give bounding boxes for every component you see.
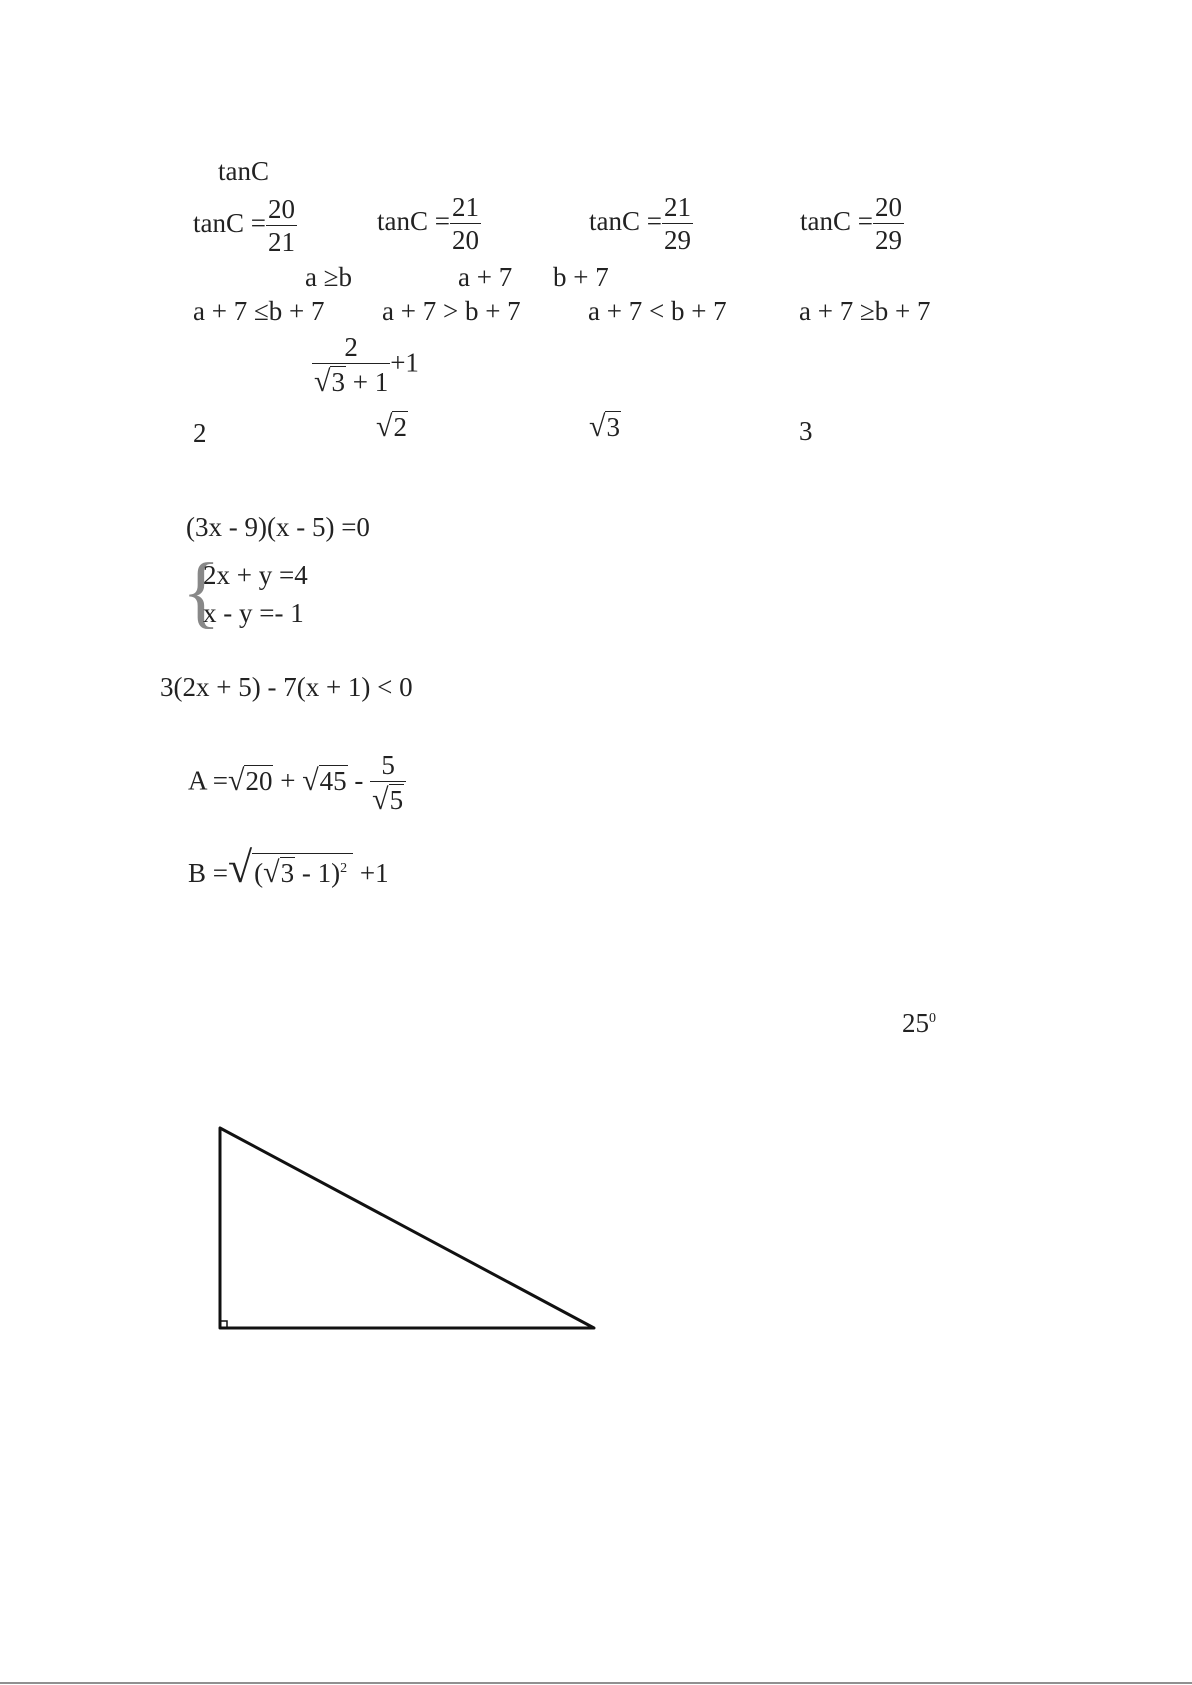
- ineq-given: a ≥b: [305, 262, 353, 292]
- inequality: 3(2x + 5) - 7(x + 1) < 0: [160, 672, 413, 702]
- radical-expression: $\frac{2}{√3 + 1}$ +1: [314, 332, 419, 398]
- tan-option-c: tanC = $\frac{21}{29}$: [589, 192, 691, 255]
- ineq-option-d: a + 7 ≥b + 7: [799, 296, 931, 326]
- equation-product: (3x - 9)(x - 5) =0: [186, 512, 370, 542]
- angle-label: $25^0$: [902, 1008, 936, 1038]
- ineq-option-c: a + 7 < b + 7: [588, 296, 727, 326]
- radical-option-b: √2: [376, 410, 407, 443]
- expression-a: A =√20 + √45 - $\frac{5}{√5}$: [188, 752, 406, 815]
- ineq-option-a: a + 7 ≤b + 7: [193, 296, 325, 326]
- ineq-term2: b + 7: [553, 262, 609, 292]
- system-line-2: x - y =- 1: [203, 598, 304, 628]
- system-brace: {: [182, 548, 221, 636]
- ineq-option-b: a + 7 > b + 7: [382, 296, 521, 326]
- expression-b: B =√(√3 - 1)$^2$ +1: [188, 843, 389, 892]
- radical-option-c: √3: [589, 410, 620, 443]
- radical-option-a: 2: [193, 418, 207, 448]
- radical-option-d: 3: [799, 416, 813, 446]
- tan-option-b: tanC = $\frac{21}{20}$: [377, 192, 479, 255]
- tan-question-prompt: tanC: [218, 156, 269, 186]
- triangle-shape: [220, 1128, 594, 1328]
- system-line-1: 2x + y =4: [203, 560, 308, 590]
- tan-option-d: tanC = $\frac{20}{29}$: [800, 192, 902, 255]
- ineq-term1: a + 7: [458, 262, 513, 292]
- tan-option-a: tanC = $\frac{20}{21}$: [193, 194, 295, 257]
